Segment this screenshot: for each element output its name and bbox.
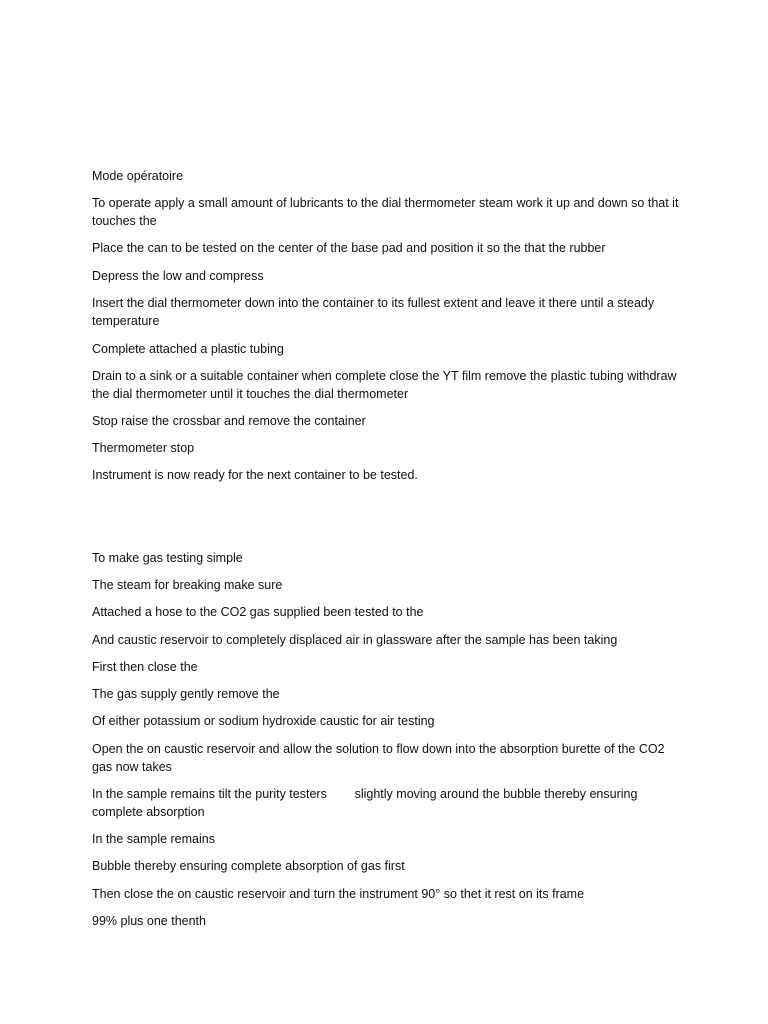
paragraph: Then close the on caustic reservoir and turn the instrument 90° so thet it rest on its frame: [92, 887, 585, 901]
paragraph: Insert the dial thermometer down into the container to its fullest extent and leave it there until a steady temperature: [92, 296, 658, 328]
paragraph: To operate apply a small amount of lubricants to the dial thermometer steam work it up and down so that it touches the: [92, 196, 682, 228]
paragraph: First then close the: [92, 660, 198, 674]
paragraph: To make gas testing simple: [92, 551, 243, 565]
paragraph: Bubble thereby ensuring complete absorption of gas first: [92, 859, 405, 873]
paragraph: Instrument is now ready for the next container to be tested.: [92, 468, 418, 482]
paragraph: And caustic reservoir to completely displaced air in glassware after the sample has been taking: [92, 633, 618, 647]
paragraph: In the sample remains: [92, 832, 215, 846]
paragraph: In the sample remains tilt the purity testers slightly moving around the bubble thereby ensuring complete absorption: [92, 787, 641, 819]
paragraph: Thermometer stop: [92, 441, 195, 455]
paragraph: Of either potassium or sodium hydroxide caustic for air testing: [92, 714, 435, 728]
paragraph: Complete attached a plastic tubing: [92, 342, 284, 356]
paragraph: Open the on caustic reservoir and allow the solution to flow down into the absorption burette of the CO2 gas now takes: [92, 742, 669, 774]
paragraph: Stop raise the crossbar and remove the container: [92, 414, 366, 428]
paragraph: 99% plus one thenth: [92, 914, 206, 928]
paragraph: Drain to a sink or a suitable container when complete close the YT film remove the plastic tubing withdraw the dial thermometer until it touches the dial thermometer: [92, 369, 681, 401]
paragraph: The steam for breaking make sure: [92, 578, 283, 592]
paragraph: Attached a hose to the CO2 gas supplied been tested to the: [92, 605, 424, 619]
section-heading: Mode opératoire: [92, 169, 184, 183]
paragraph: Place the can to be tested on the center of the base pad and position it so the that the rubber: [92, 241, 606, 255]
paragraph: Depress the low and compress: [92, 269, 264, 283]
paragraph: The gas supply gently remove the: [92, 687, 280, 701]
